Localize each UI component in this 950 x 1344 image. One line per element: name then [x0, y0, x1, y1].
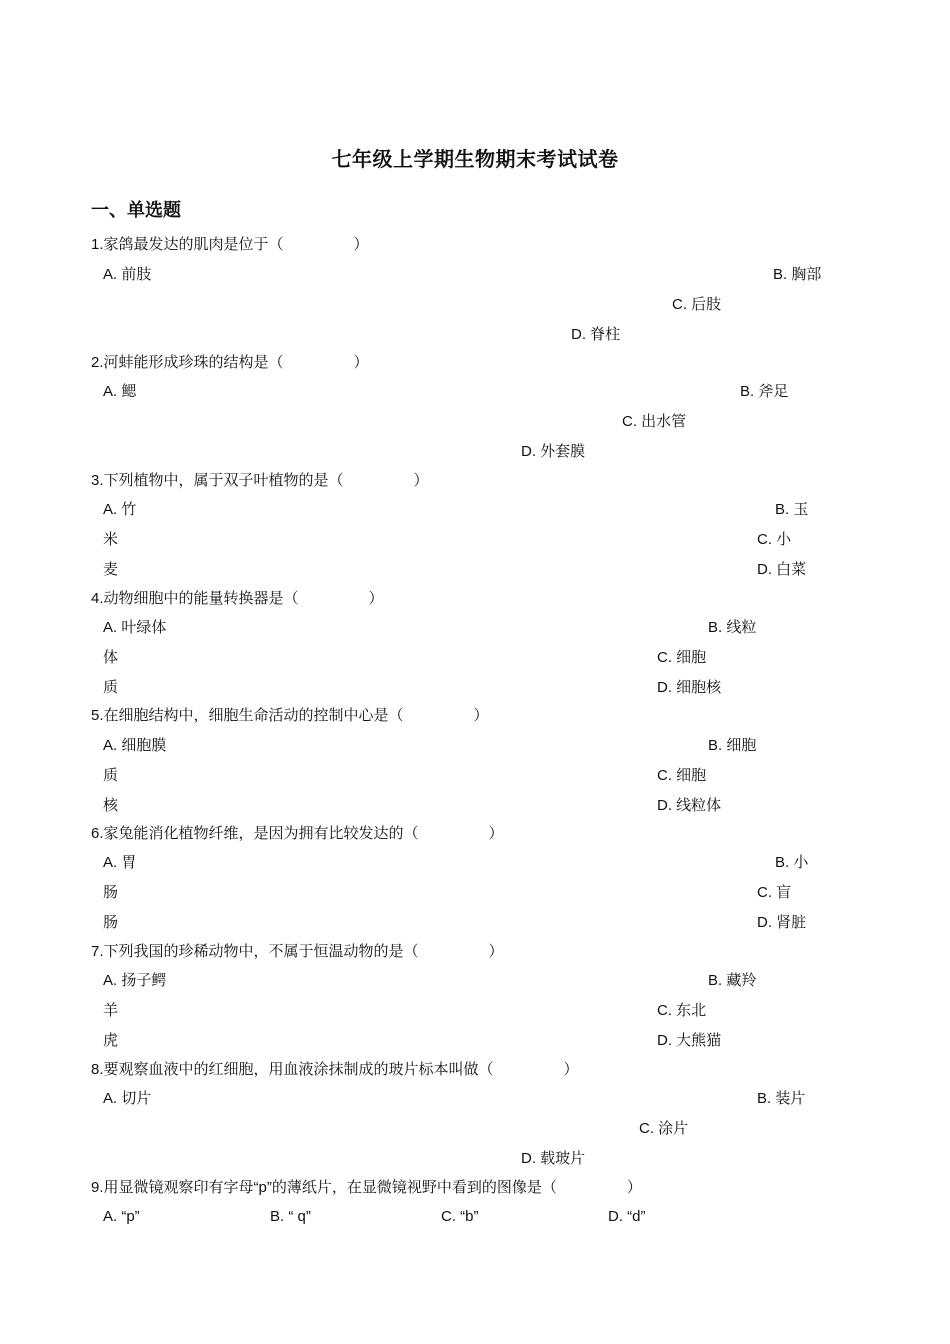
- q3-option-b-wrap: 米: [103, 531, 119, 548]
- q7-option-c-wrap: 虎: [103, 1032, 119, 1049]
- q5-option-c[interactable]: C. 细胞: [657, 767, 707, 784]
- section-heading: 一、单选题: [91, 200, 181, 220]
- q7-option-d[interactable]: D. 大熊猫: [657, 1032, 722, 1049]
- q8-option-d[interactable]: D. 载玻片: [521, 1150, 586, 1167]
- q3-option-c[interactable]: C. 小: [757, 531, 792, 548]
- q4-option-c[interactable]: C. 细胞: [657, 649, 707, 666]
- q9-option-b[interactable]: B. “ q”: [270, 1208, 311, 1225]
- question-6-stem: 6.家兔能消化植物纤维，是因为拥有比较发达的（ ）: [91, 825, 504, 842]
- q1-option-b[interactable]: B. 胸部: [773, 266, 822, 283]
- q4-option-d[interactable]: D. 细胞核: [657, 679, 722, 696]
- q8-option-c[interactable]: C. 涂片: [639, 1120, 689, 1137]
- q6-option-a[interactable]: A. 胃: [103, 854, 137, 871]
- question-9-stem: 9.用显微镜观察印有字母“p”的薄纸片，在显微镜视野中看到的图像是（ ）: [91, 1179, 642, 1196]
- question-1-stem: 1.家鸽最发达的肌肉是位于（ ）: [91, 236, 369, 253]
- q4-option-a[interactable]: A. 叶绿体: [103, 619, 167, 636]
- q1-option-d[interactable]: D. 脊柱: [571, 326, 621, 343]
- q1-option-a[interactable]: A. 前肢: [103, 266, 152, 283]
- q6-option-c-wrap: 肠: [103, 914, 119, 931]
- q7-option-c[interactable]: C. 东北: [657, 1002, 707, 1019]
- q6-option-d[interactable]: D. 肾脏: [757, 914, 807, 931]
- q4-option-b-wrap: 体: [103, 649, 119, 666]
- question-8-stem: 8.要观察血液中的红细胞，用血液涂抹制成的玻片标本叫做（ ）: [91, 1061, 579, 1078]
- q5-option-b[interactable]: B. 细胞: [708, 737, 757, 754]
- question-4-stem: 4.动物细胞中的能量转换器是（ ）: [91, 590, 384, 607]
- q5-option-a[interactable]: A. 细胞膜: [103, 737, 167, 754]
- q3-option-a[interactable]: A. 竹: [103, 501, 137, 518]
- q6-option-b-wrap: 肠: [103, 884, 119, 901]
- q3-option-d[interactable]: D. 白菜: [757, 561, 807, 578]
- question-3-stem: 3.下列植物中，属于双子叶植物的是（ ）: [91, 472, 429, 489]
- q4-option-c-wrap: 质: [103, 679, 119, 696]
- q5-option-b-wrap: 质: [103, 767, 119, 784]
- q2-option-c[interactable]: C. 出水管: [622, 413, 687, 430]
- q7-option-a[interactable]: A. 扬子鳄: [103, 972, 167, 989]
- q8-option-a[interactable]: A. 切片: [103, 1090, 152, 1107]
- q8-option-b[interactable]: B. 装片: [757, 1090, 806, 1107]
- exam-title: 七年级上学期生物期末考试试卷: [331, 149, 619, 171]
- question-5-stem: 5.在细胞结构中，细胞生命活动的控制中心是（ ）: [91, 707, 489, 724]
- q3-option-b[interactable]: B. 玉: [775, 501, 809, 518]
- question-2-stem: 2.河蚌能形成珍珠的结构是（ ）: [91, 354, 369, 371]
- q9-option-c[interactable]: C. “b”: [441, 1208, 479, 1225]
- q6-option-c[interactable]: C. 盲: [757, 884, 792, 901]
- q7-option-b-wrap: 羊: [103, 1002, 119, 1019]
- question-7-stem: 7.下列我国的珍稀动物中，不属于恒温动物的是（ ）: [91, 943, 504, 960]
- q3-option-c-wrap: 麦: [103, 561, 119, 578]
- q9-option-d[interactable]: D. “d”: [608, 1208, 646, 1225]
- q2-option-a[interactable]: A. 鳃: [103, 383, 137, 400]
- q9-option-a[interactable]: A. “p”: [103, 1208, 140, 1225]
- q6-option-b[interactable]: B. 小: [775, 854, 809, 871]
- q2-option-d[interactable]: D. 外套膜: [521, 443, 586, 460]
- q7-option-b[interactable]: B. 藏羚: [708, 972, 757, 989]
- q4-option-b[interactable]: B. 线粒: [708, 619, 757, 636]
- q1-option-c[interactable]: C. 后肢: [672, 296, 722, 313]
- q5-option-d[interactable]: D. 线粒体: [657, 797, 722, 814]
- q2-option-b[interactable]: B. 斧足: [740, 383, 789, 400]
- q5-option-c-wrap: 核: [103, 797, 119, 814]
